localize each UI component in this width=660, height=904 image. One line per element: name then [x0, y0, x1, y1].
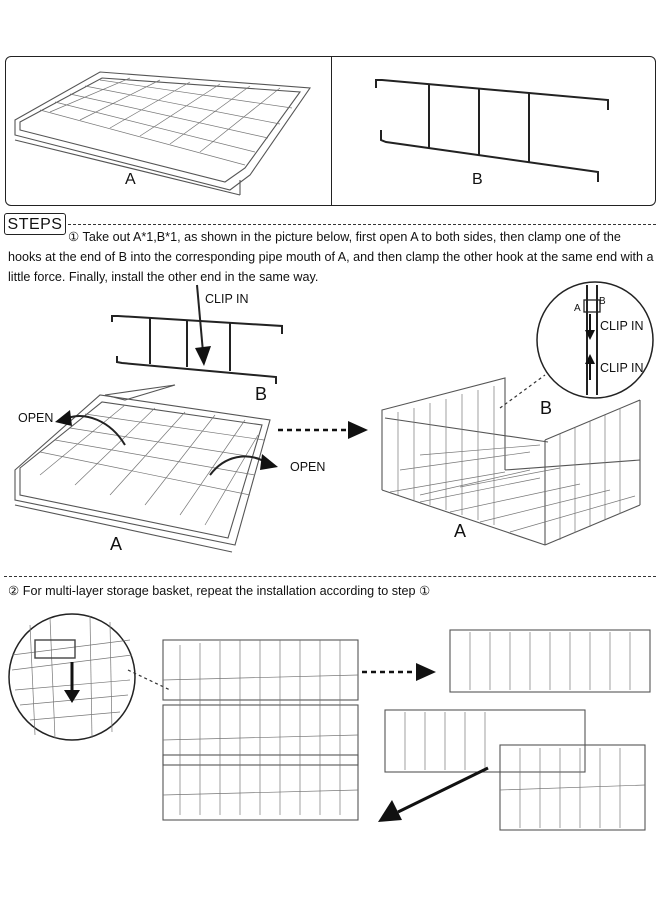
support-bar-b [376, 80, 608, 182]
step1-right-a-label: A [454, 521, 467, 541]
step2-zoom-circle [9, 614, 170, 740]
dashed-arrow-icon [278, 421, 368, 439]
step1-b-label: B [255, 384, 268, 404]
zoom-b-label: B [599, 296, 606, 307]
pull-out-arrow [378, 768, 488, 822]
step1-a-label: A [110, 534, 123, 554]
zoom-clip-in-2: CLIP IN [600, 361, 644, 375]
step2-dashed-arrow [362, 663, 436, 681]
zoom-circle-icon [537, 282, 653, 398]
panel-a-label: A [125, 171, 136, 188]
step1-right-b-label: B [540, 398, 553, 418]
step1-text: ① Take out A*1,B*1, as shown in the picture below, first open A to both sides, then clamp one of the hooks at the end of B into the corresponding pipe mouth of A, and then clamp the other hook at the same end with a little force. Finally, install the other end in the same way. [8, 230, 654, 284]
steps-tag: STEPS [4, 213, 66, 235]
step1-instructions [8, 227, 658, 287]
panel-b-label: B [472, 171, 483, 188]
step1-assembled-basket [382, 375, 640, 545]
open-left-callout: OPEN [18, 411, 54, 425]
step2-stacked-baskets [163, 640, 358, 820]
step2-divider [4, 576, 656, 577]
open-right-arrow [210, 454, 278, 475]
steps-divider [68, 224, 656, 225]
zoom-a-label: A [574, 303, 581, 314]
open-left-arrow [55, 410, 125, 445]
step2-text: ② For multi-layer storage basket, repeat the installation according to step ① [8, 584, 431, 598]
clip-in-callout: CLIP IN [205, 292, 249, 306]
folded-basket-a [15, 72, 310, 195]
zoom-clip-in-1: CLIP IN [600, 319, 644, 333]
open-right-callout: OPEN [290, 460, 326, 474]
